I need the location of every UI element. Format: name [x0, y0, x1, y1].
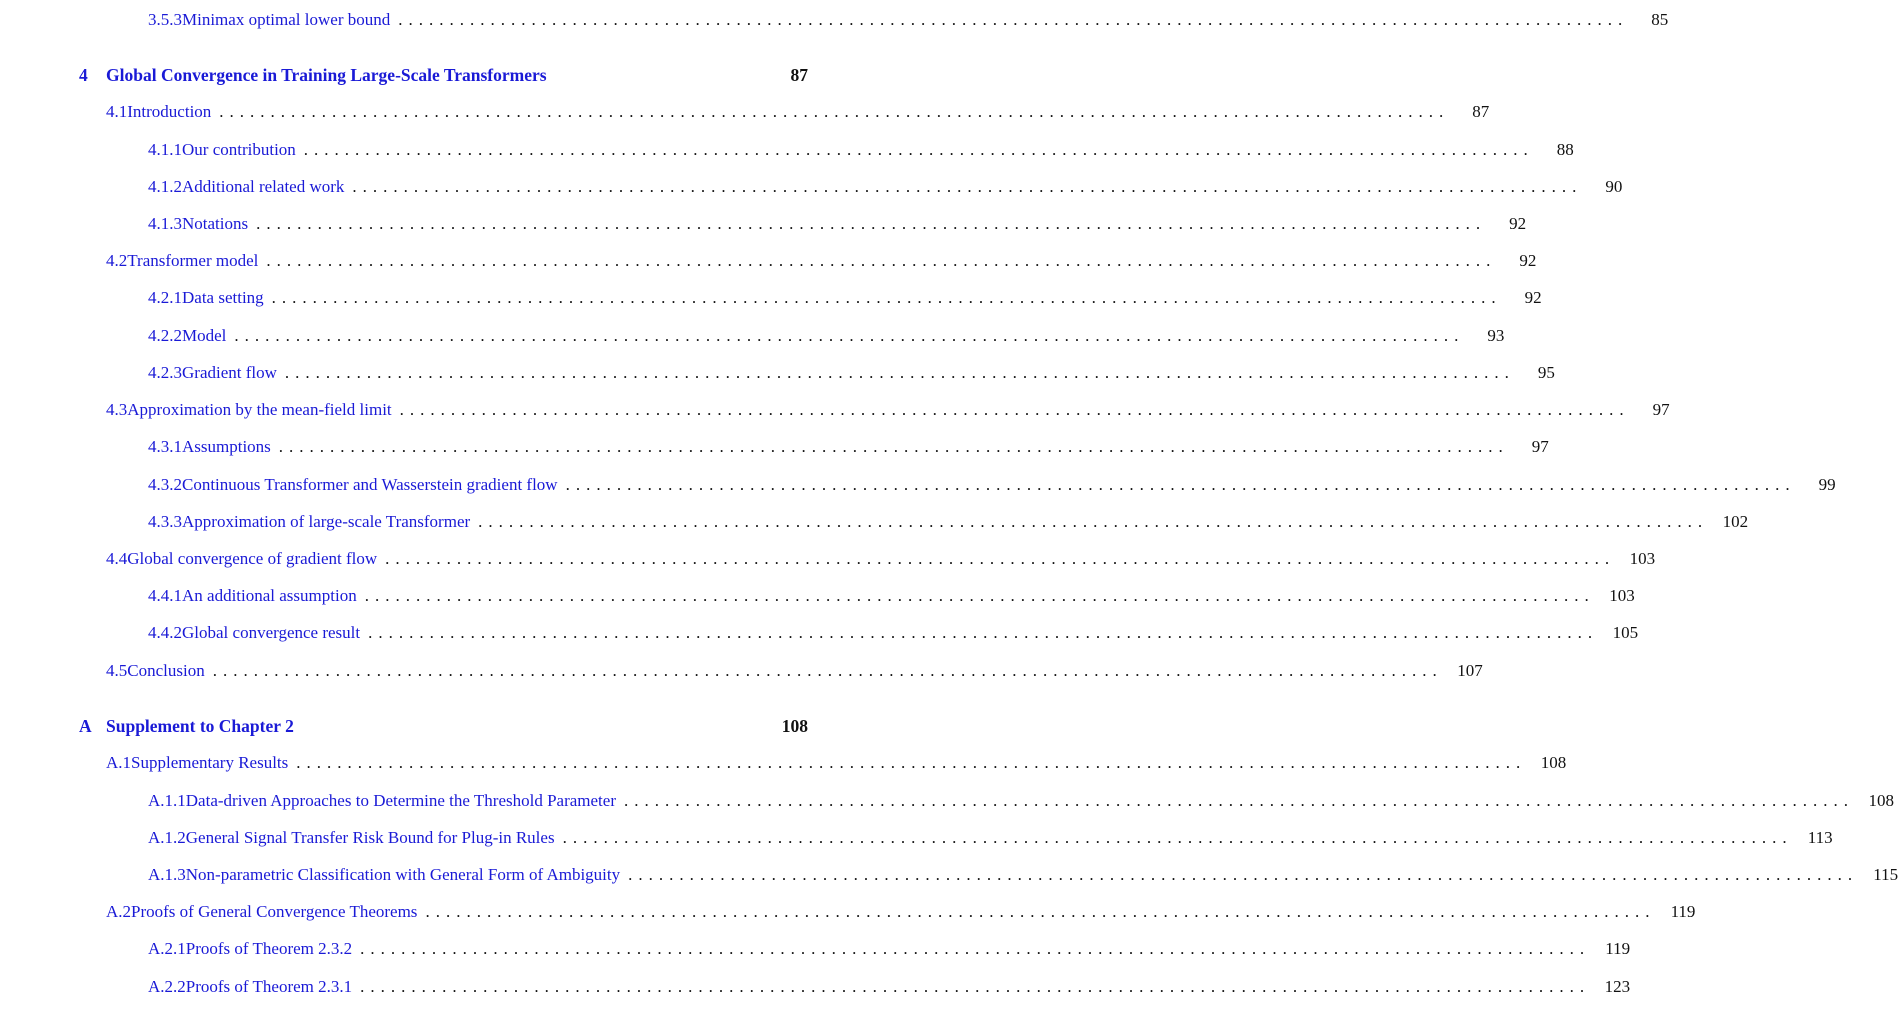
page-number: 119: [1670, 902, 1696, 921]
section-title[interactable]: Assumptions: [182, 437, 271, 456]
section-title[interactable]: Global convergence result: [182, 623, 361, 642]
page-number: 87: [790, 64, 808, 85]
section-title[interactable]: Proofs of Theorem 2.3.2: [185, 939, 353, 958]
page-number: 103: [1609, 586, 1635, 605]
dot-leader: ........................................................................................................................: [478, 512, 1709, 531]
toc-entry[interactable]: [0, 863, 1898, 887]
dot-leader: ........................................................................................................................: [398, 10, 1629, 29]
page-number: 119: [1605, 939, 1631, 958]
dot-leader: ........................................................................................................................: [219, 102, 1450, 121]
section-number: 4.4: [106, 549, 128, 568]
dot-leader: ........................................................................................................................: [425, 902, 1656, 921]
dot-leader: ........................................................................................................................: [628, 865, 1859, 884]
toc-entry[interactable]: [0, 826, 1833, 850]
chapter-title[interactable]: Supplement to Chapter 2: [106, 715, 294, 736]
section-title[interactable]: Proofs of General Convergence Theorems: [131, 902, 418, 921]
section-number: 4.2: [106, 251, 128, 270]
section-title[interactable]: Notations: [182, 214, 249, 233]
section-number: 4.3.1: [148, 437, 182, 456]
section-number: 4.1.2: [148, 177, 182, 196]
page-number: 107: [1457, 661, 1483, 680]
page-number: 123: [1604, 977, 1631, 996]
toc-entry[interactable]: [0, 435, 1549, 459]
dot-leader: ........................................................................................................................: [399, 400, 1630, 419]
toc-entry[interactable]: [0, 547, 1656, 571]
page-number: 108: [781, 715, 808, 736]
section-number: 4.1.1: [148, 140, 182, 159]
page-number: 115: [1873, 865, 1898, 884]
page-number: 102: [1722, 512, 1749, 531]
section-title[interactable]: Gradient flow: [182, 363, 277, 382]
section-number: A.1.2: [148, 828, 186, 847]
page-number: 95: [1537, 363, 1555, 382]
dot-leader: ........................................................................................................................: [271, 288, 1502, 307]
section-number: 4.2.1: [148, 288, 182, 307]
section-number: A.2.1: [148, 939, 186, 958]
section-title[interactable]: Transformer model: [127, 251, 259, 270]
toc-entry[interactable]: [0, 249, 1537, 273]
page-number: 92: [1509, 214, 1527, 233]
toc-entry[interactable]: [0, 975, 1631, 999]
section-number: 4.2.3: [148, 363, 182, 382]
section-number: A.1.3: [148, 865, 186, 884]
page-number: 99: [1818, 475, 1836, 494]
section-number: 3.5.3: [148, 10, 182, 29]
section-number: A.1.1: [148, 791, 186, 810]
page-number: 85: [1651, 10, 1669, 29]
section-title[interactable]: Non-parametric Classification with General Form of Ambiguity: [185, 865, 621, 884]
toc-entry[interactable]: [0, 212, 1527, 236]
section-number: 4.3.3: [148, 512, 182, 531]
page-number: 88: [1556, 140, 1574, 159]
toc-entry[interactable]: [0, 900, 1696, 924]
dot-leader: ........................................................................................................................: [296, 753, 1527, 772]
section-title[interactable]: Continuous Transformer and Wasserstein gradient flow: [182, 475, 558, 494]
toc-entry[interactable]: [0, 659, 1483, 683]
toc-entry[interactable]: [0, 8, 1669, 32]
page-number: 90: [1605, 177, 1623, 196]
section-title[interactable]: Additional related work: [182, 177, 345, 196]
section-title[interactable]: Data setting: [182, 288, 264, 307]
section-title[interactable]: Data-driven Approaches to Determine the Threshold Parameter: [185, 791, 616, 810]
dot-leader: ........................................................................................................................: [364, 586, 1595, 605]
dot-leader: ........................................................................................................................: [360, 939, 1591, 958]
section-number: 4.2.2: [148, 326, 182, 345]
section-title[interactable]: Proofs of Theorem 2.3.1: [185, 977, 353, 996]
section-title[interactable]: Minimax optimal lower bound: [182, 10, 391, 29]
toc-chapter-entry[interactable]: [0, 714, 808, 738]
page-number: 108: [1540, 753, 1567, 772]
toc-entry[interactable]: [0, 175, 1623, 199]
toc-entry[interactable]: [0, 751, 1567, 775]
section-number: 4.4.1: [148, 586, 182, 605]
dot-leader: ........................................................................................................................: [360, 977, 1591, 996]
page-number: 103: [1629, 549, 1656, 568]
section-title[interactable]: Approximation by the mean-field limit: [127, 400, 392, 419]
page-number: 108: [1868, 791, 1894, 810]
dot-leader: ........................................................................................................................: [284, 363, 1515, 382]
section-number: 4.3: [106, 400, 128, 419]
section-title[interactable]: General Signal Transfer Risk Bound for Plug-in Rules: [185, 828, 555, 847]
dot-leader: ........................................................................................................................: [368, 623, 1599, 642]
section-title[interactable]: Conclusion: [127, 661, 205, 680]
section-number: A.1: [106, 753, 132, 772]
section-number: A.2.2: [148, 977, 186, 996]
dot-leader: ........................................................................................................................: [234, 326, 1465, 345]
dot-leader: ........................................................................................................................: [385, 549, 1616, 568]
section-number: 4.1: [106, 102, 128, 121]
dot-leader: ........................................................................................................................: [212, 661, 1443, 680]
page-number: 113: [1807, 828, 1833, 847]
dot-leader: ........................................................................................................................: [278, 437, 1509, 456]
toc-entry[interactable]: [0, 100, 1490, 124]
section-title[interactable]: An additional assumption: [182, 586, 357, 605]
toc-entry[interactable]: [0, 324, 1505, 348]
toc-entry[interactable]: [0, 361, 1555, 385]
dot-leader: ........................................................................................................................: [352, 177, 1583, 196]
page-number: 87: [1472, 102, 1490, 121]
dot-leader: ........................................................................................................................: [256, 214, 1487, 233]
page-number: 92: [1519, 251, 1537, 270]
toc-entry[interactable]: [0, 286, 1542, 310]
page-number: 97: [1652, 400, 1670, 419]
section-title[interactable]: Our contribution: [182, 140, 296, 159]
page-number: 93: [1487, 326, 1505, 345]
dot-leader: ........................................................................................................................: [565, 475, 1796, 494]
toc-entry[interactable]: [0, 584, 1635, 608]
chapter-number: 4: [79, 64, 88, 85]
section-number: 4.5: [106, 661, 128, 680]
dot-leader: ........................................................................................................................: [562, 828, 1793, 847]
toc-entry[interactable]: [0, 789, 1894, 813]
section-number: 4.1.3: [148, 214, 182, 233]
toc-chapter-entry[interactable]: [0, 63, 808, 87]
section-title[interactable]: Model: [182, 326, 227, 345]
chapter-number: A: [79, 715, 92, 736]
toc-entry[interactable]: [0, 138, 1574, 162]
page-number: 97: [1531, 437, 1549, 456]
chapter-title[interactable]: Global Convergence in Training Large-Scale Transformers: [106, 64, 547, 85]
dot-leader: ........................................................................................................................: [303, 140, 1534, 159]
section-title[interactable]: Introduction: [127, 102, 212, 121]
section-number: 4.3.2: [148, 475, 182, 494]
toc-entry[interactable]: [0, 621, 1639, 645]
dot-leader: ........................................................................................................................: [623, 791, 1854, 810]
section-title[interactable]: Global convergence of gradient flow: [127, 549, 378, 568]
toc-entry[interactable]: [0, 473, 1836, 497]
section-title[interactable]: Supplementary Results: [131, 753, 289, 772]
toc-entry[interactable]: [0, 398, 1670, 422]
section-number: A.2: [106, 902, 132, 921]
section-number: 4.4.2: [148, 623, 182, 642]
page-number: 92: [1524, 288, 1542, 307]
page-number: 105: [1612, 623, 1639, 642]
toc-entry[interactable]: [0, 510, 1749, 534]
section-title[interactable]: Approximation of large-scale Transformer: [182, 512, 471, 531]
dot-leader: ........................................................................................................................: [266, 251, 1497, 270]
toc-entry[interactable]: [0, 937, 1631, 961]
